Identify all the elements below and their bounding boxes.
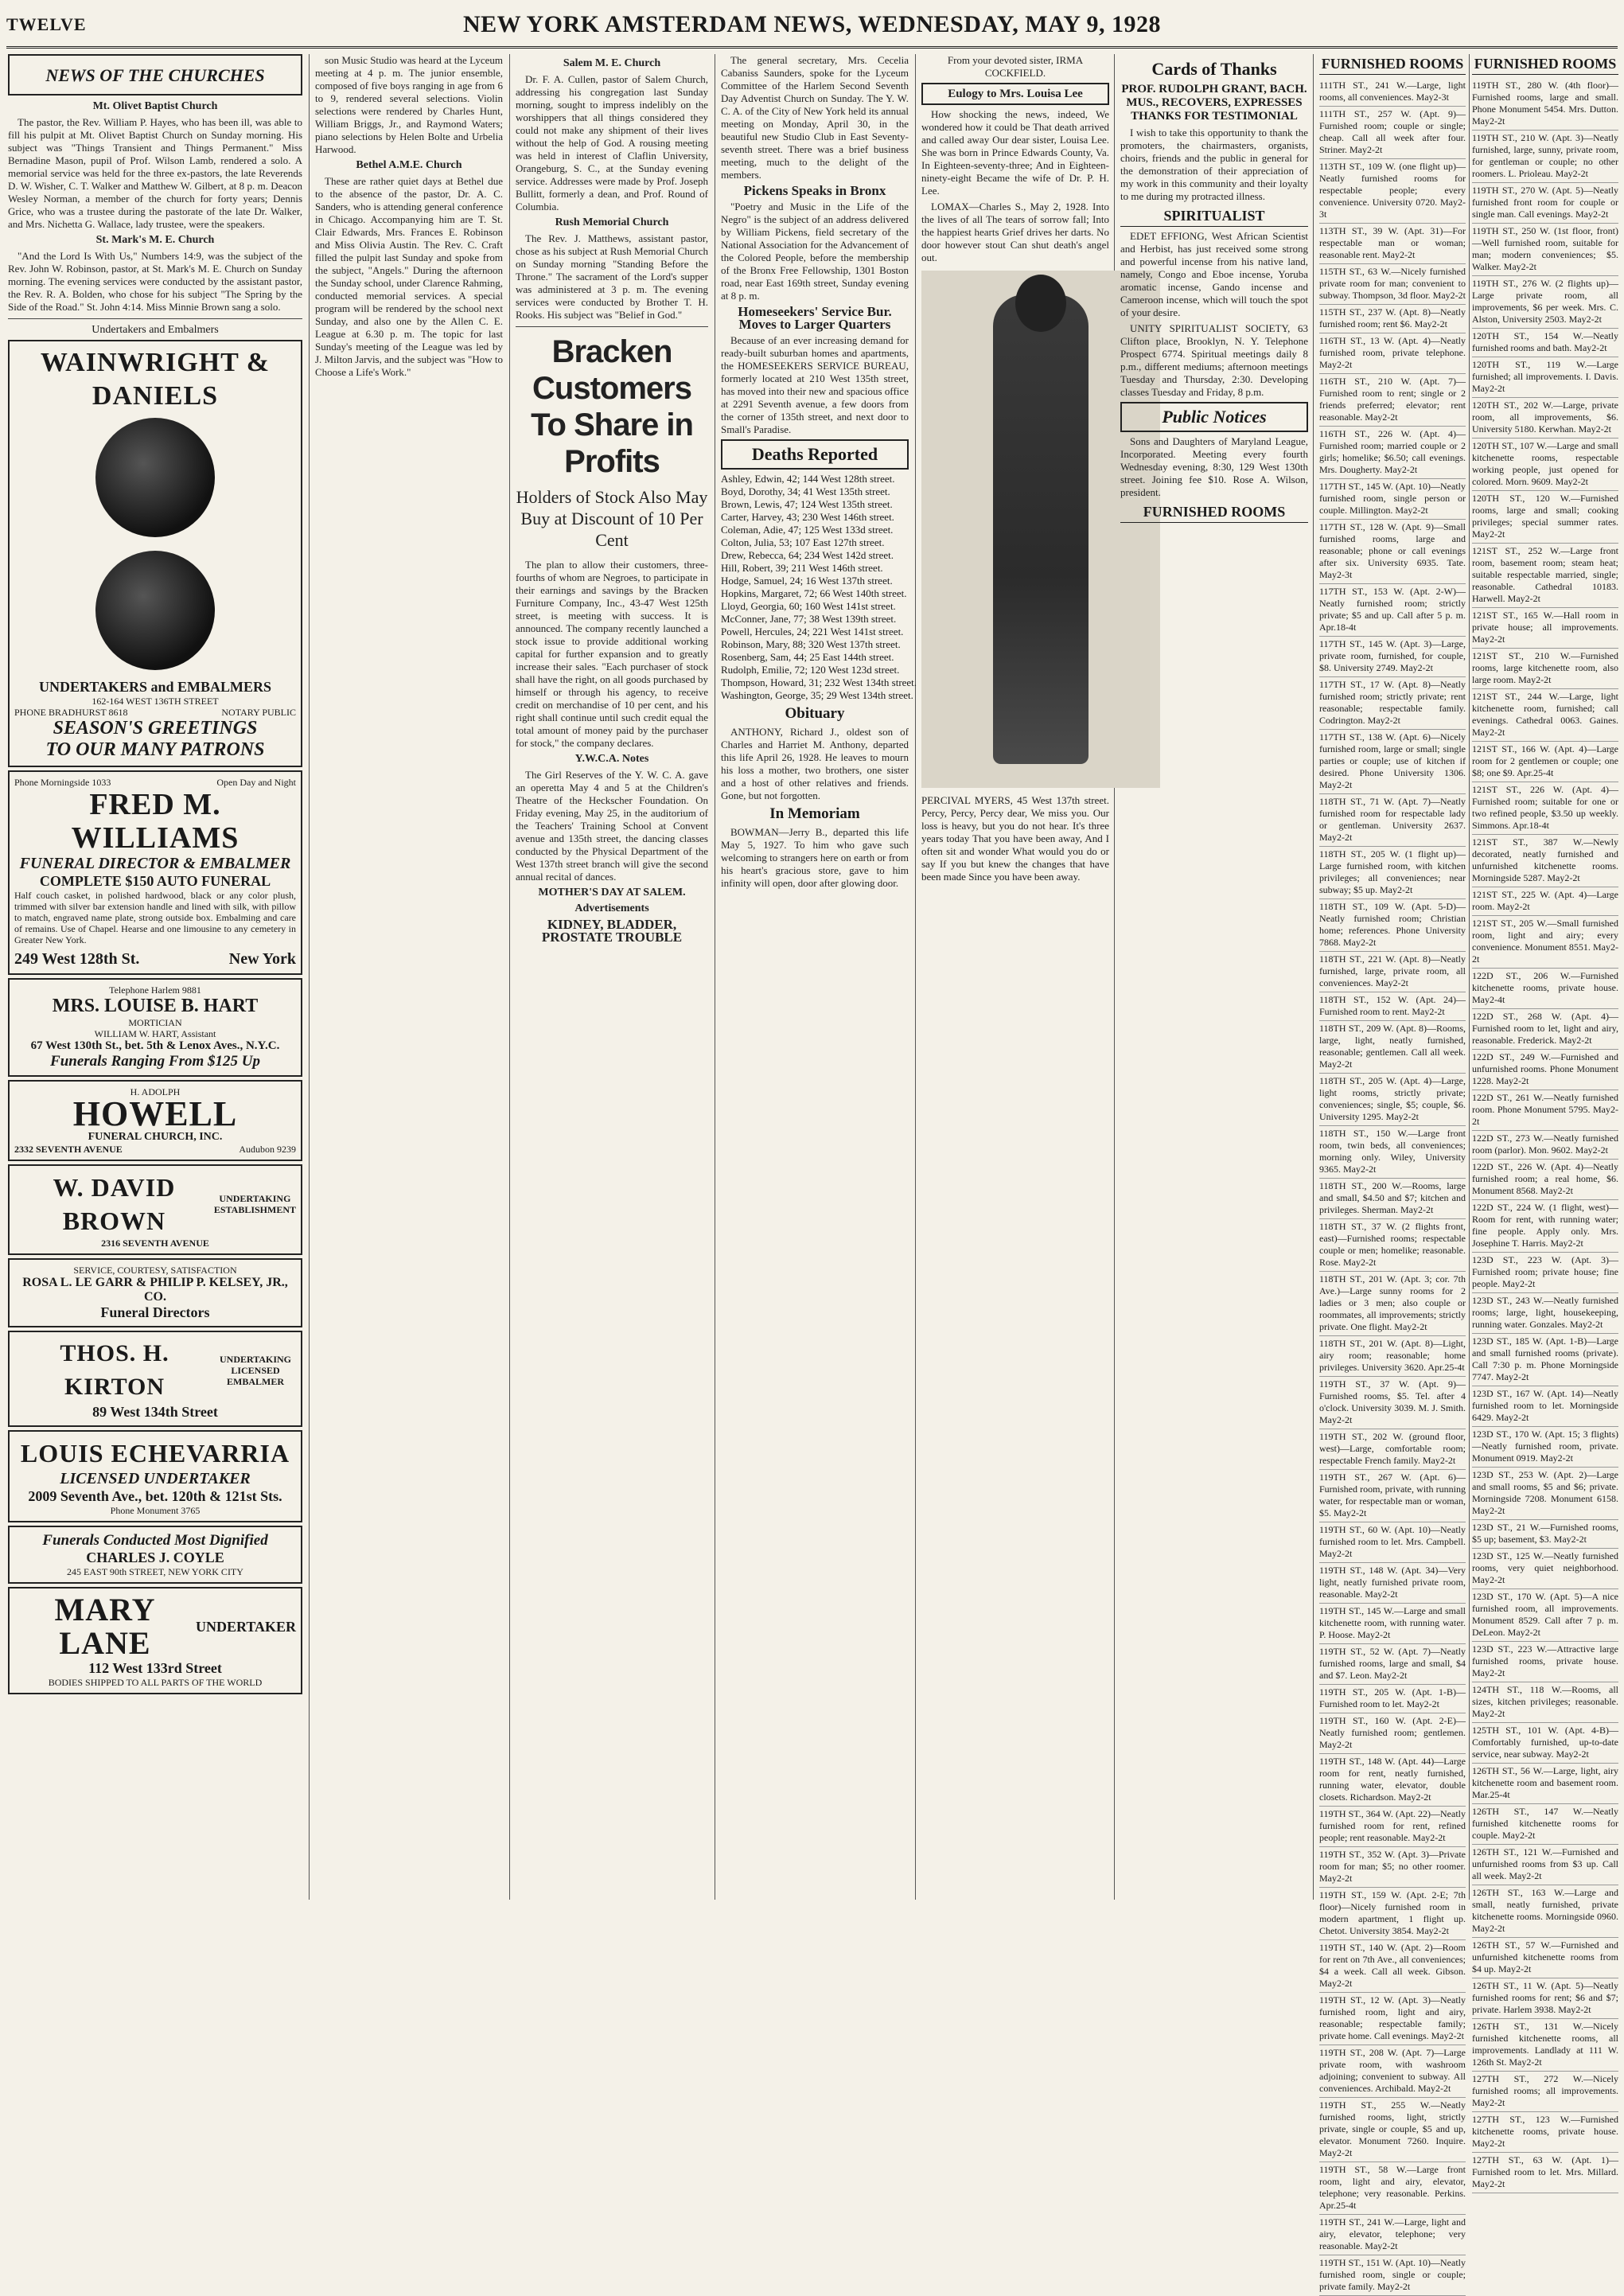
- article-body: The pastor, the Rev. William P. Hayes, who has been ill, was able to fill his pulpit at Mt. Olivet Baptist Church on Sunday morning. His subject was "Things Transient and Things Permanent." Miss Bernadine Mason, pupil of Prof. Wilson Lamb, rendered a solo. A memorial service was held for the three ex-pastors, the late Reverends D. W. Wisher, C. T. Walker and Matthew W. Gilbert, at 8 p. m. Deacon Wesley Norman, a member of the church for forty years; Dennis Grice, who was a trustee during the pastorate of the late Dr. Walker, and Mrs. Nichetta G. Wallace, lady trustee, were the speakers.: [8, 116, 302, 230]
- death-entry: Coleman, Adie, 47; 125 West 133d street.: [721, 524, 894, 536]
- classified-ad: 121ST ST., 387 W.—Newly decorated, neatly furnished and unfurnished kitchenette rooms. Morningside 5287. May2-2t: [1472, 835, 1618, 887]
- ad-footer: BODIES SHIPPED TO ALL PARTS OF THE WORLD: [48, 1677, 263, 1688]
- obituary-heading: Obituary: [785, 705, 845, 722]
- classified-ad: 119TH ST., 276 W. (2 flights up)—Large private room, all improvements, $6 per week. Mrs. C. Alston, University 2503. May2-2t: [1472, 276, 1618, 329]
- column-4: [721, 54, 917, 1900]
- public-notices-banner: Public Notices: [1120, 402, 1308, 432]
- death-entry: Rudolph, Emilie, 72; 120 West 123d street.: [721, 664, 900, 676]
- classified-heading: FURNISHED ROOMS: [1120, 502, 1308, 523]
- classified-ad: 121ST ST., 166 W. (Apt. 4)—Large room for 2 gentlemen or couple; one $8; one $9. Apr.25-4t: [1472, 742, 1618, 782]
- classified-ad: 122D ST., 273 W.—Neatly furnished room (parlor). Mon. 9602. May2-2t: [1472, 1131, 1618, 1160]
- death-entry: Lloyd, Georgia, 60; 160 West 141st street.: [721, 600, 896, 612]
- death-entry: Hill, Robert, 39; 211 West 146th street.: [721, 562, 883, 574]
- ad-title: UNDERTAKER: [195, 1618, 296, 1635]
- deaths-list: [721, 473, 917, 702]
- death-entry: Thompson, Howard, 31; 232 West 134th street.: [721, 676, 917, 688]
- ad-kirton: [8, 1331, 302, 1427]
- divider: [8, 318, 302, 319]
- article-body: I wish to take this opportunity to thank the promoters, the chairmasters, organists, choirs, friends and the public in general for the demonstration of their appreciation of my work in this community and their loyalty to me during my protracted illness.: [1120, 127, 1308, 202]
- classified-ad: 123D ST., 170 W. (Apt. 5)—A nice furnished room, all improvements. Monument 8529. Call after 7 p. m. DeLeon. May2-2t: [1472, 1589, 1618, 1642]
- ad-title: UNDERTAKING ESTABLISHMENT: [213, 1193, 297, 1215]
- classified-ad: 119TH ST., 205 W. (Apt. 1-B)—Furnished room to let. May2-2t: [1319, 1685, 1466, 1713]
- ad-greeting: SEASON'S GREETINGS: [53, 718, 258, 739]
- classified-ad: 119TH ST., 58 W.—Large front room, light and airy, elevator, telephone; very reasonable. Perkins. Apr.25-4t: [1319, 2162, 1466, 2215]
- ad-top: SERVICE, COURTESY, SATISFACTION: [73, 1265, 237, 1276]
- ad-slogan: Funerals Ranging From $125 Up: [50, 1053, 260, 1070]
- signature: From your devoted sister, IRMA COCKFIELD.: [947, 54, 1084, 79]
- classified-ad: 118TH ST., 221 W. (Apt. 8)—Neatly furnished, large, private room, all conveniences. May2-2t: [1319, 952, 1466, 992]
- classified-ad: 122D ST., 226 W. (Apt. 4)—Neatly furnished room; a real home, $6. Monument 8568. May2-2t: [1472, 1160, 1618, 1200]
- classified-ad: 116TH ST., 210 W. (Apt. 7)—Furnished room to rent; single or 2 friends preferred; elevator; rent reasonable. May2-2t: [1319, 374, 1466, 427]
- memoriam-body: LOMAX—Charles S., May 2, 1928. Into the lives of all The tears of sorrow fall; Into the happiest hearts Grief drives her darts. No door however stout Can shut death's angel out.: [921, 201, 1109, 263]
- classified-ad: 119TH ST., 37 W. (Apt. 9)—Furnished rooms, $5. Tel. after 4 o'clock. University 3039. M. J. Smith. May2-2t: [1319, 1377, 1466, 1429]
- ad-name: THOS. H. KIRTON: [60, 1340, 169, 1400]
- classified-ad: 121ST ST., 252 W.—Large front room, basement room; steam heat; suitable respectable married, single; reasonable. Cathedral 10183. Harwell. May2-2t: [1472, 544, 1618, 608]
- article-heading: Salem M. E. Church: [563, 57, 661, 69]
- article-body: The Rev. J. Matthews, assistant pastor, chose as his subject at Rush Memorial Church on Sunday morning "Standing Before the Throne." The sacrament of the Lord's supper was administered at 3 p. m. The evening services were conducted by Brother T. H. Rooks. His subject was "Belief in God.": [516, 232, 708, 321]
- classified-ad: 122D ST., 268 W. (Apt. 4)—Furnished room to let, light and airy, reasonable. Frederick. May2-2t: [1472, 1009, 1618, 1050]
- article-body: "Poetry and Music in the Life of the Negro" is the subject of an address delivered by William Pickens, field secretary of the National Association for the Advancement of the Colored People, before the membership of the Bronx Free Fellowship, 1301 Boston road, near East 169th street, Sunday evening at 8 p. m.: [721, 201, 909, 302]
- ad-notary: NOTARY PUBLIC: [221, 707, 296, 718]
- page-number: TWELVE: [6, 14, 87, 34]
- classified-ad: 123D ST., 125 W.—Neatly furnished rooms, very quiet neighborhood. May2-2t: [1472, 1549, 1618, 1589]
- classified-ad: 123D ST., 243 W.—Neatly furnished rooms; large, light, housekeeping, running water. Gonzales. May2-2t: [1472, 1293, 1618, 1334]
- eulogy-heading: Eulogy to Mrs. Louisa Lee: [921, 83, 1109, 105]
- article-heading: St. Mark's M. E. Church: [95, 234, 215, 246]
- ad-line: UNDERTAKERS and EMBALMERS: [38, 679, 272, 695]
- newspaper-title: NEW YORK AMSTERDAM NEWS, WEDNESDAY, MAY 9, 1928: [463, 11, 1161, 37]
- article-heading: Y.W.C.A. Notes: [574, 753, 649, 765]
- church-news: [8, 100, 302, 314]
- ad-howell: [8, 1080, 302, 1161]
- column-churches: [8, 54, 302, 1900]
- portrait-head: [1015, 275, 1066, 332]
- article-body: Dr. F. A. Cullen, pastor of Salem Church, addressing his congregation last Sunday morning, sought to impress indelibly on the worshippers that all things considered they could not make any shipment of their lives without the help of God. A rousing meeting was held in interest of Claflin University, Orangeburg, S. C., at the Sunday evening service. Addresses were made by Prof. Joseph Bullitt, formerly a dean, and Prof. Round of Columbia.: [516, 73, 708, 212]
- classified-ad: 119TH ST., 140 W. (Apt. 2)—Room for rent on 7th Ave., all conveniences; $4 a week. Call all week. Gibson. May2-2t: [1319, 1940, 1466, 1993]
- classified-ad: 127TH ST., 63 W. (Apt. 1)—Furnished room to let. Mrs. Millard. May2-2t: [1472, 2153, 1618, 2193]
- classified-ad: 118TH ST., 150 W.—Large front room, twin beds, all conveniences; morning only. Wiley, University 9365. May2-2t: [1319, 1126, 1466, 1179]
- masthead-rule: [6, 46, 1618, 49]
- ad-name: CHARLES J. COYLE: [86, 1550, 224, 1565]
- column-5: [921, 54, 1109, 1900]
- death-entry: Boyd, Dorothy, 34; 41 West 135th street.: [721, 485, 890, 497]
- classified-ad: 118TH ST., 109 W. (Apt. 5-D)—Neatly furnished room; Christian home; references. Phone University 7868. May2-2t: [1319, 899, 1466, 952]
- ad-name: MARY LANE: [54, 1592, 156, 1661]
- ad-address: 162-164 WEST 136TH STREET: [92, 696, 219, 707]
- classified-ad: 118TH ST., 201 W. (Apt. 3; cor. 7th Ave.)—Large sunny rooms for 2 ladies or 3 men; also couple or roommates, all improvements; strictly private. One flight. May2-2t: [1319, 1272, 1466, 1336]
- classified-ad: 118TH ST., 205 W. (Apt. 4)—Large, light rooms, strictly private; conveniences; single, $5; couple, $6. University 1295. May2-2t: [1319, 1074, 1466, 1126]
- ad-city: New York: [228, 950, 296, 968]
- classified-ad: 121ST ST., 165 W.—Hall room in private house; all improvements. May2-2t: [1472, 608, 1618, 649]
- classified-list: [1319, 78, 1466, 2296]
- article-body: "And the Lord Is With Us," Numbers 14:9, was the subject of the Rev. John W. Robinson, pastor, at St. Mark's M. E. Church on Sunday morning. The evening services were conducted by the assistant pastor, the Rev. R. A. Bolden, who chose for his subject "The Spring by the Side of the Road." St. John 4:14. Miss Minnie Brown sang a solo.: [8, 250, 302, 313]
- column-6: [1120, 54, 1308, 1900]
- cards-heading: Cards of Thanks: [1151, 59, 1277, 79]
- death-entry: Hodge, Samuel, 24; 16 West 137th street.: [721, 575, 893, 587]
- column-3: [516, 54, 708, 1900]
- classified-ad: 123D ST., 253 W. (Apt. 2)—Large and small rooms, $5 and $6; private. Morningside 7208. Monument 6158. May2-2t: [1472, 1468, 1618, 1520]
- classified-ad: 119TH ST., 255 W.—Neatly furnished rooms, light, strictly private, single or couple, $5 and up, elevator. Monument 7260. Inquire. May2-2t: [1319, 2098, 1466, 2162]
- classified-ad: 116TH ST., 226 W. (Apt. 4)—Furnished room; married couple or 2 girls; homelike; $6.50; call evenings. Mrs. Dougherty. May2-2t: [1319, 427, 1466, 479]
- classified-ad: 119TH ST., 159 W. (Apt. 2-E; 7th floor)—Nicely furnished room in modern apartment, 1 flight up. Chetot. University 3854. May2-2t: [1319, 1888, 1466, 1940]
- classified-ad: 119TH ST., 280 W. (4th floor)—Furnished rooms, large and small. Phone Monument 5454. Mrs. Dutton. May2-2t: [1472, 78, 1618, 131]
- ad-title: MORTICIAN: [128, 1017, 182, 1028]
- classified-ad: 125TH ST., 101 W. (Apt. 4-B)—Comfortably furnished, up-to-date service, near subway. May2-2t: [1472, 1723, 1618, 1764]
- ad-title: FUNERAL DIRECTOR & EMBALMER: [19, 855, 291, 872]
- notice-body: UNITY SPIRITUALIST SOCIETY, 63 Clifton place, Brooklyn, N. Y. Telephone Prospect 6774. Spiritual meetings daily 8 p.m., different mediums; afternoon meetings Tuesday and Thursday, 2:30. Developing classes Tuesday and Friday, 8 p.m.: [1120, 322, 1308, 398]
- classified-ad: 111TH ST., 257 W. (Apt. 9)—Furnished room; couple or single; cheap. Call all week after four. Striner. May2-2t: [1319, 107, 1466, 159]
- classified-ad: 117TH ST., 128 W. (Apt. 9)—Small furnished rooms, large and reasonable; phone or call evenings after six. University 6935. Tate. May2-3t: [1319, 520, 1466, 584]
- classified-ad: 126TH ST., 131 W.—Nicely furnished kitchenette rooms, all improvements. Landlady at 111 W. 126th St. May2-2t: [1472, 2019, 1618, 2072]
- classified-ad: 113TH ST., 39 W. (Apt. 31)—For respectable man or woman; reasonable rent. May2-2t: [1319, 224, 1466, 264]
- classified-ad: 126TH ST., 121 W.—Furnished and unfurnished rooms from $3 up. Call all week. May2-2t: [1472, 1845, 1618, 1885]
- article-heading: Mt. Olivet Baptist Church: [92, 100, 218, 112]
- column-rule: [1313, 54, 1314, 1900]
- ad-louise-hart: [8, 978, 302, 1077]
- classified-ad: 120TH ST., 120 W.—Furnished rooms, large and small; cooking privileges; special summer rates. May2-2t: [1472, 491, 1618, 544]
- classified-ad: 118TH ST., 201 W. (Apt. 8)—Light, airy room; reasonable; home privileges. University 3620. Apr.25-4t: [1319, 1336, 1466, 1377]
- ad-fred-williams: [8, 770, 302, 975]
- death-entry: Washington, George, 35; 29 West 134th street.: [721, 689, 913, 701]
- column-rule: [309, 54, 310, 1900]
- classified-ad: 123D ST., 170 W. (Apt. 15; 3 flights)—Neatly furnished room, private. Monument 0919. May2-2t: [1472, 1427, 1618, 1468]
- article-heading: Bethel A.M.E. Church: [356, 159, 462, 171]
- classified-ad: 118TH ST., 37 W. (2 flights front, east)—Furnished rooms; respectable couple or men; homelike; reasonable. Rose. May2-2t: [1319, 1219, 1466, 1272]
- classified-ad: 116TH ST., 13 W. (Apt. 4)—Neatly furnished room, private telephone. May2-2t: [1319, 333, 1466, 374]
- classified-ad: 127TH ST., 123 W.—Furnished kitchenette rooms, private house. May2-2t: [1472, 2112, 1618, 2153]
- classified-ad: 123D ST., 223 W. (Apt. 3)—Furnished room; private house; fine people. May2-2t: [1472, 1253, 1618, 1293]
- classified-ad: 117TH ST., 145 W. (Apt. 3)—Large, private room, furnished, for couple, $8. University 2749. May2-2t: [1319, 637, 1466, 677]
- memoriam-heading: In Memoriam: [769, 805, 860, 822]
- classified-ad: 126TH ST., 56 W.—Large, light, airy kitchenette room and basement room. Mar.25-4t: [1472, 1764, 1618, 1804]
- ad-address: 89 West 134th Street: [92, 1404, 218, 1420]
- portrait-figure: [993, 294, 1089, 764]
- classified-ad: 120TH ST., 202 W.—Large, private room, all improvements, $6. University 5180. Kerwhan. May2-2t: [1472, 398, 1618, 439]
- classified-ad: 124TH ST., 118 W.—Rooms, all sizes, kitchen privileges; reasonable. May2-2t: [1472, 1682, 1618, 1723]
- classified-ad: 111TH ST., 241 W.—Large, light rooms, all conveniences. May2-3t: [1319, 78, 1466, 107]
- classified-ad: 119TH ST., 267 W. (Apt. 6)—Furnished room, private, with running water, for respectable man or woman, $5. May2-2t: [1319, 1470, 1466, 1522]
- article-body: These are rather quiet days at Bethel due to the absence of the pastor, Dr. A. C. Sanders, who is attending general conference in Chicago. Accompanying him are T. St. Clair Edwards, Mrs. Frances E. Robinson and Miss Olivia Austin. The Rev. C. Craft filled the pulpit last Sunday and spoke from the subject, "Angels." During the afternoon the Sunday school, under Clarence Rahming, conducted memorial services. A special program will be rendered by the school next Sunday, and also one by the Allen C. E. League at 6.30 p. m. The topic for last Sunday's meeting of the League was led by J. Milton Jarvis, and the subject was "How to Choose a Life's Work.": [315, 175, 503, 378]
- ad-address: 112 West 133rd Street: [88, 1660, 222, 1676]
- classified-ad: 119TH ST., 160 W. (Apt. 2-E)—Neatly furnished room; gentlemen. May2-2t: [1319, 1713, 1466, 1754]
- ad-phone: Phone Monument 3765: [110, 1505, 201, 1516]
- ad-hours: Open Day and Night: [216, 777, 296, 788]
- notice-body: Sons and Daughters of Maryland League, Incorporated. Meeting every fourth Wednesday evening, 8:30, 129 West 130th street. Joining fee $10. Rose A. Wilson, president.: [1120, 435, 1308, 498]
- ad-mary-lane: [8, 1587, 302, 1694]
- classified-ad: 127TH ST., 272 W.—Nicely furnished rooms; all improvements. May2-2t: [1472, 2072, 1618, 2112]
- death-entry: Ashley, Edwin, 42; 144 West 128th street.: [721, 473, 895, 485]
- column-churches-2: [315, 54, 503, 611]
- ad-name: WAINWRIGHT & DANIELS: [40, 348, 271, 411]
- classified-list: [1472, 78, 1618, 2193]
- article-heading: MOTHER'S DAY AT SALEM.: [538, 887, 686, 899]
- classified-ad: 119TH ST., 352 W. (Apt. 3)—Private room for man; $5; no other roomer. May2-2t: [1319, 1847, 1466, 1888]
- ad-address: 2009 Seventh Ave., bet. 120th & 121st Sts.: [28, 1488, 282, 1504]
- classified-ad: 118TH ST., 71 W. (Apt. 7)—Neatly furnished room for respectable lady or gentleman. University 2637. May2-2t: [1319, 794, 1466, 847]
- classified-ad: 120TH ST., 107 W.—Large and small kitchenette rooms, respectable working people, just opened for colored. Morn. 9609. May2-2t: [1472, 439, 1618, 491]
- death-entry: Hopkins, Margaret, 72; 66 West 140th street.: [721, 587, 907, 599]
- ad-title: LICENSED UNDERTAKER: [60, 1470, 251, 1487]
- classified-ad: 121ST ST., 226 W. (Apt. 4)—Furnished room; suitable for one or two refined people, $3.50 up weekly. Simmons. Apr.18-4t: [1472, 782, 1618, 835]
- ad-address: 2332 SEVENTH AVENUE: [14, 1144, 123, 1155]
- article-body: The plan to allow their customers, three-fourths of whom are Negroes, to participate in their earnings and savings by the Bracken Furniture Company, Inc., 43-47 West 125th street, is meeting with success. It is announced. The company recently launched a stock issue to provide additional working capital for further expansion and to greatly increase their sales. "Each purchaser of stock shall have the right, on all goods purchased by himself or through his agency, to receive credit on merchandise of 10 per cent, and his right shall continue until such credit equal the total amount of money paid by the purchaser for stock," the company declares.: [516, 559, 708, 749]
- ad-phone: Audubon 9239: [239, 1144, 296, 1155]
- ad-title: FUNERAL CHURCH, INC.: [88, 1131, 223, 1143]
- death-entry: Drew, Rebecca, 64; 234 West 142d street.: [721, 549, 894, 561]
- classified-ad: 121ST ST., 225 W. (Apt. 4)—Large room. May2-2t: [1472, 887, 1618, 916]
- ad-name: ROSA L. LE GARR & PHILIP P. KELSEY, JR., CO.: [22, 1276, 288, 1304]
- section-header-box: [8, 54, 302, 96]
- death-entry: Robinson, Mary, 88; 320 West 137th street.: [721, 638, 901, 650]
- spiritualist-heading: SPIRITUALIST: [1120, 206, 1308, 227]
- classified-ad: 123D ST., 21 W.—Furnished rooms, $5 up; basement, $3. May2-2t: [1472, 1520, 1618, 1549]
- article-body: The Girl Reserves of the Y. W. C. A. gave an operetta May 4 and 5 at the Children's Theatre of the Heckscher Foundation. On Friday evening, May 25, in the auditorium of the Teachers' Training School at Convent avenue and 135th street, the dancing classes conducted by the Physical Department of the West 137th street branch will give the second annual recital of dances.: [516, 769, 708, 883]
- classified-ad: 122D ST., 249 W.—Furnished and unfurnished rooms. Phone Monument 1228. May2-2t: [1472, 1050, 1618, 1090]
- headline: Bracken Customers To Share in Profits: [531, 334, 693, 479]
- classified-ad: 126TH ST., 147 W.—Neatly furnished kitchenette rooms for couple. May2-2t: [1472, 1804, 1618, 1845]
- article-heading: Advertisements: [574, 902, 649, 914]
- death-entry: Carter, Harvey, 43; 230 West 146th street.: [721, 511, 894, 523]
- ad-legarr-kelsey: [8, 1258, 302, 1327]
- column-furnished-rooms-2: [1472, 54, 1618, 2189]
- ad-description: Half couch casket, in polished hardwood, black or any color plush, trimmed with silver bar extension handle and lined with silk, with pillow to match, engraved name plate, strong outside box. Embalming and care of remains. Use of Chapel. Hearse and one limousine to any cemetery in Greater New York.: [14, 890, 296, 945]
- classified-ad: 121ST ST., 205 W.—Small furnished room, light and airy; every convenience. Monument 8551. May2-2t: [1472, 916, 1618, 969]
- classified-ad: 119TH ST., 12 W. (Apt. 3)—Neatly furnished room, light and airy, reasonable; respectable family; private home. Call evenings. May2-2t: [1319, 1993, 1466, 2045]
- ad-echevarria: [8, 1430, 302, 1522]
- article-heading: Rush Memorial Church: [555, 216, 669, 228]
- classified-ad: 120TH ST., 154 W.—Neatly furnished rooms and bath. May2-2t: [1472, 329, 1618, 357]
- death-entry: Brown, Lewis, 47; 124 West 135th street.: [721, 498, 893, 510]
- memoriam-body: BOWMAN—Jerry B., departed this life May 5, 1927. To him who gave such welcoming to strangers here on earth or from his heart's gracious store, gave to him infinity will open, door after glowing door.: [721, 826, 909, 889]
- classified-ad: 118TH ST., 200 W.—Rooms, large and small, $4.50 and $7; kitchen and privileges. Sherman. May2-2t: [1319, 1179, 1466, 1219]
- classified-ad: 117TH ST., 145 W. (Apt. 10)—Neatly furnished room, single person or couple. Millington. May2-2t: [1319, 479, 1466, 520]
- deaths-banner: Deaths Reported: [721, 439, 909, 470]
- article-body: Because of an ever increasing demand for ready-built suburban homes and apartments, the HOMESEEKERS SERVICE BUREAU, formerly located at 210 West 135th street, has moved into their new and spacious office at 2291 Seventh avenue, a few doors from the corner of 135th street, and next door to Small's Paradise.: [721, 334, 909, 435]
- death-entry: Powell, Hercules, 24; 221 West 141st street.: [721, 626, 904, 637]
- death-entry: McConner, Jane, 77; 38 West 139th street.: [721, 613, 897, 625]
- ad-greeting: TO OUR MANY PATRONS: [45, 739, 265, 760]
- classified-ad: 126TH ST., 163 W.—Large and small, neatly furnished, private kitchenette rooms. Morningside 0960. May2-2t: [1472, 1885, 1618, 1938]
- classified-ad: 119TH ST., 210 W. (Apt. 3)—Neatly furnished, large, sunny, private room, for gentleman or couple; no other roomers. L. Prioleau. May2-2t: [1472, 131, 1618, 183]
- medallion-icon: [95, 418, 215, 537]
- classified-ad: 122D ST., 224 W. (1 flight, west)—Room for rent, with running water; fine people. Apply only. Mrs. Josephine T. Harris. May2-2t: [1472, 1200, 1618, 1253]
- ad-address: 67 West 130th St., bet. 5th & Lenox Aves., N.Y.C.: [30, 1039, 280, 1052]
- classified-ad: 119TH ST., 241 W.—Large, light and airy, elevator, telephone; very reasonable. May2-2t: [1319, 2215, 1466, 2255]
- ad-david-brown: [8, 1164, 302, 1255]
- classified-ad: 120TH ST., 119 W.—Large furnished; all improvements. I. Davis. May2-2t: [1472, 357, 1618, 398]
- classified-heading: FURNISHED ROOMS: [1319, 54, 1466, 75]
- death-entry: Colton, Julia, 53; 107 East 127th street.: [721, 536, 885, 548]
- column-furnished-rooms-1: [1319, 54, 1466, 2292]
- classified-ad: 123D ST., 223 W.—Attractive large furnished rooms, private house. May2-2t: [1472, 1642, 1618, 1682]
- ad-name: FRED M. WILLIAMS: [71, 788, 240, 855]
- classified-ad: 123D ST., 185 W. (Apt. 1-B)—Large and small furnished rooms (private). Call 7:30 p. m. Phone Morningside 7747. May2-2t: [1472, 1334, 1618, 1386]
- ad-name: MRS. LOUISE B. HART: [52, 996, 259, 1016]
- classified-ad: 119TH ST., 60 W. (Apt. 10)—Neatly furnished room to let. Mrs. Campbell. May2-2t: [1319, 1522, 1466, 1563]
- ads-heading: Undertakers and Embalmers: [92, 324, 219, 336]
- classified-ad: 119TH ST., 52 W. (Apt. 7)—Neatly furnished rooms, large and small, $4 and $7. Leon. May2-2t: [1319, 1644, 1466, 1685]
- article-heading: Pickens Speaks in Bronx: [743, 183, 886, 198]
- classified-ad: 118TH ST., 209 W. (Apt. 8)—Rooms, large, light, neatly furnished, reasonable; gentlemen. Call all week. May2-2t: [1319, 1021, 1466, 1074]
- ad-name: W. DAVID BROWN: [53, 1173, 176, 1235]
- ad-address: 249 West 128th St.: [14, 950, 140, 968]
- classified-ad: 121ST ST., 210 W.—Furnished rooms, large kitchenette room, also large room. May2-2t: [1472, 649, 1618, 689]
- column-rule: [1469, 54, 1470, 1900]
- classified-ad: 119TH ST., 208 W. (Apt. 7)—Large private room, with washroom adjoining; convenient to subway. All conveniences. Archibald. May2-2t: [1319, 2045, 1466, 2098]
- article-body: The general secretary, Mrs. Cecelia Cabaniss Saunders, spoke for the Lyceum Committee of the Harlem Second Seventh Day Adventist Church on Sunday. The Y. W. C. A. of the City of New York held its annual meeting on Monday, April 30, in the beautiful new Studio Club in East Seventy-seventh street. There was a brief business meeting, much to the delight of the members.: [721, 54, 909, 181]
- classified-ad: 119TH ST., 148 W. (Apt. 44)—Large room for rent, neatly furnished, running water, elevator, double closets. Richardson. May2-2t: [1319, 1754, 1466, 1807]
- article-body: son Music Studio was heard at the Lyceum meeting at 4 p. m. The junior ensemble, composed of five boys ranging in age from 6 to 9, rendered several selections. Violin selections were rendered by Charles Hunt, William Briggs, Jr., and Raymond Waters; piano selections by Helen Bolte and Urbelia Harwood.: [315, 54, 503, 155]
- ad-heading: KIDNEY, BLADDER, PROSTATE TROUBLE: [541, 917, 683, 945]
- classified-ad: 122D ST., 206 W.—Furnished kitchenette rooms, private house. May2-4t: [1472, 969, 1618, 1009]
- ad-assistant: WILLIAM W. HART, Assistant: [94, 1028, 216, 1039]
- classified-ad: 115TH ST., 237 W. (Apt. 8)—Neatly furnished room; rent $6. May2-2t: [1319, 305, 1466, 333]
- poem: How shocking the news, indeed, We wondered how it could be That death arrived and called away Our dear sister, Louisa Lee. She was born in Prince Edwards County, Va. In Eighteen-seventy-three; And in Eighteen-ninety-eight Became the wife of Dr. P. H. Lee.: [921, 108, 1109, 197]
- ad-phone: Telephone Harlem 9881: [109, 984, 201, 996]
- medallion-icon: [95, 551, 215, 670]
- classified-ad: 122D ST., 261 W.—Neatly furnished room. Phone Monument 5795. May2-2t: [1472, 1090, 1618, 1131]
- ad-prefix: H. ADOLPH: [130, 1086, 181, 1097]
- ad-address: 245 EAST 90th STREET, NEW YORK CITY: [67, 1566, 243, 1577]
- ad-title: UNDERTAKING LICENSED EMBALMER: [219, 1354, 292, 1387]
- classified-ad: 119TH ST., 270 W. (Apt. 5)—Neatly furnished front room for couple or single man. Call evenings. May2-2t: [1472, 183, 1618, 224]
- classified-ad: 126TH ST., 11 W. (Apt. 5)—Neatly furnished rooms for rent; $6 and $7; private. Harlem 3938. May2-2t: [1472, 1978, 1618, 2019]
- classified-ad: 119TH ST., 145 W.—Large and small kitchenette room, with running water. P. Hoose. May2-2t: [1319, 1604, 1466, 1644]
- classified-ad: 118TH ST., 152 W. (Apt. 24)—Furnished room to rent. May2-2t: [1319, 992, 1466, 1021]
- ad-coyle: [8, 1526, 302, 1584]
- classified-ad: 121ST ST., 244 W.—Large, light kitchenette room, furnished; call evenings. Cathedral 0063. Gaines. May2-2t: [1472, 689, 1618, 742]
- ad-slogan: Funerals Conducted Most Dignified: [42, 1532, 268, 1549]
- classified-ad: 126TH ST., 57 W.—Furnished and unfurnished kitchenette rooms from $4 up. May2-2t: [1472, 1938, 1618, 1978]
- column-rule: [509, 54, 510, 1900]
- classified-ad: 119TH ST., 250 W. (1st floor, front)—Well furnished room, suitable for man; modern conveniences; $5. Walker. May2-2t: [1472, 224, 1618, 276]
- ad-subtitle: Funeral Directors: [100, 1304, 210, 1320]
- classified-ad: 119TH ST., 364 W. (Apt. 22)—Neatly furnished room for rent, refined people; rent reasonable. May2-2t: [1319, 1807, 1466, 1847]
- classified-ad: 123D ST., 167 W. (Apt. 14)—Neatly furnished room to let. Morningside 6429. May2-2t: [1472, 1386, 1618, 1427]
- ad-offer: COMPLETE $150 AUTO FUNERAL: [39, 873, 271, 889]
- classified-ad: 119TH ST., 151 W. (Apt. 10)—Neatly furnished room, single or couple; private family. May2-2t: [1319, 2255, 1466, 2296]
- photo-caption: PERCIVAL MYERS, 45 West 137th street. Percy, Percy, Percy dear, We miss you. Our loss is heavy, but you do not hear. It's three years today That you have been away, And I often sit and wonder What would you do or say If you but knew the changes that have been made Since you have been away.: [921, 794, 1109, 883]
- ad-address: 2316 SEVENTH AVENUE: [101, 1238, 209, 1249]
- classified-ad: 117TH ST., 17 W. (Apt. 8)—Neatly furnished room; strictly private; rent reasonable; respectable family. Codrington. May2-2t: [1319, 677, 1466, 730]
- ad-name: HOWELL: [72, 1094, 238, 1133]
- classified-heading: FURNISHED ROOMS: [1472, 54, 1618, 75]
- ad-phone: Phone Morningside 1033: [14, 777, 111, 788]
- classified-ad: 119TH ST., 202 W. (ground floor, west)—Large, comfortable room; respectable French family. May2-2t: [1319, 1429, 1466, 1470]
- ad-wainwright-daniels: [8, 340, 302, 767]
- classified-ad: 117TH ST., 153 W. (Apt. 2-W)—Neatly furnished room; strictly private; $5 and up. Call after 5 p. m. Apr.18-4t: [1319, 584, 1466, 637]
- section-header: NEWS OF THE CHURCHES: [45, 65, 265, 85]
- classified-ad: 118TH ST., 205 W. (1 flight up)—Large furnished room, with kitchen privileges; all conveniences; near subway; $5 up. May2-2t: [1319, 847, 1466, 899]
- classified-ad: 119TH ST., 148 W. (Apt. 34)—Very light, neatly furnished private room, reasonable. May2-2t: [1319, 1563, 1466, 1604]
- column-rule: [915, 54, 916, 1900]
- obituary-body: ANTHONY, Richard J., oldest son of Charles and Harriet M. Anthony, departed this life April 26, 1928. He leaves to mourn his loss a mother, two brothers, one sister and a host of other relatives and friends. Gone, but not forgotten.: [721, 726, 909, 801]
- article-heading: PROF. RUDOLPH GRANT, BACH. MUS., RECOVERS, EXPRESSES THANKS FOR TESTIMONIAL: [1121, 83, 1307, 123]
- death-entry: Rosenberg, Sam, 44; 25 East 144th street.: [721, 651, 894, 663]
- notice-body: EDET EFFIONG, West African Scientist and Herbist, has just received some strong and powerful incense from his native land, namely, Congo and Eboe incense, Yoruba aromatic incense, Gando incense and Cameroon incense, which will touch the spot of your desire.: [1120, 230, 1308, 318]
- article-heading: Homeseekers' Service Bur. Moves to Larger Quarters: [738, 304, 892, 332]
- classified-ad: 115TH ST., 63 W.—Nicely furnished private room for man; convenient to subway. Thompson, 3d floor. May2-2t: [1319, 264, 1466, 305]
- masthead: [0, 8, 1624, 48]
- ad-name: LOUIS ECHEVARRIA: [20, 1439, 290, 1468]
- classified-ad: 117TH ST., 138 W. (Apt. 6)—Nicely furnished room, large or small; single parties or couple; use of kitchen if desired. Phone University 1306. May2-2t: [1319, 730, 1466, 794]
- subheadline: Holders of Stock Also May Buy at Discount of 10 Per Cent: [516, 487, 708, 550]
- classified-ad: 113TH ST., 109 W. (one flight up)—Neatly furnished rooms for respectable people; every convenience. University 0720. May2-3t: [1319, 159, 1466, 224]
- ad-phone: PHONE BRADHURST 8618: [14, 707, 128, 718]
